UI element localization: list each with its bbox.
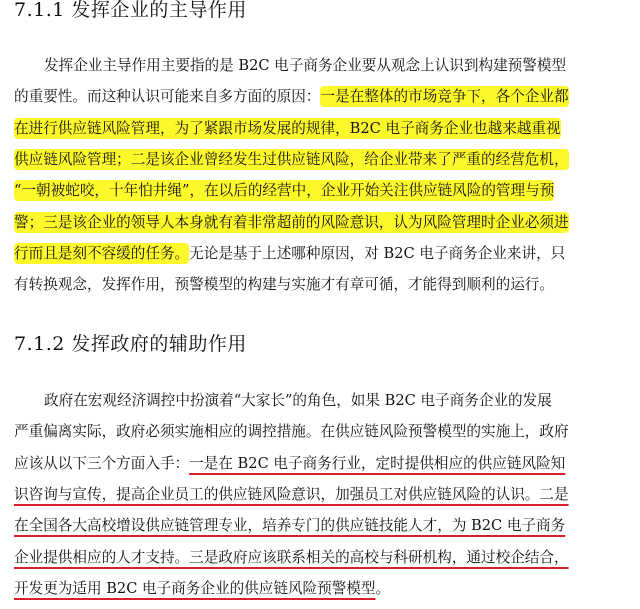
- body-text: 应该从以下三个方面入手：: [14, 454, 190, 472]
- underlined-text: 一是在 B2C 电子商务行业，定时提供相应的供应链风险知: [189, 454, 566, 472]
- paragraph-line: [14, 479, 628, 511]
- body-text: 有转换观念，发挥作用，预警模型的构建与实施才有章可循，才能得到顺利的运行。: [14, 276, 554, 294]
- highlighted-text: 警；三是该企业的领导人本身就有着非常超前的风险意识，认为风险管理时企业必须进: [14, 213, 569, 231]
- paragraph-line: [14, 416, 628, 448]
- paragraph-line: [14, 573, 628, 605]
- paragraph-line: [14, 448, 628, 480]
- paragraph-line: [14, 81, 628, 113]
- paragraph-line: [44, 50, 628, 82]
- highlighted-text: 一是在整体的市场竞争下，各个企业都: [320, 88, 569, 106]
- body-text: 严重偏离实际，政府必须实施相应的调控措施。在供应链风险预警模型的实施上，政府: [14, 423, 569, 441]
- paragraph-line: [14, 144, 628, 176]
- paragraph-line: [14, 542, 628, 574]
- underlined-text: 企业提供相应的人才支持。三是政府应该联系相关的高校与科研机构，通过校企结合，: [14, 548, 569, 566]
- paragraph-line: [14, 113, 628, 145]
- highlighted-text: “一朝被蛇咬，十年怕井绳”，在以后的经营中，企业开始关注供应链风险的管理与预: [14, 182, 555, 200]
- paragraph-line: [14, 207, 628, 239]
- section-heading: 7.1.1 发挥企业的主导作用: [14, 0, 247, 21]
- highlighted-text: 行而且是刻不容缓的任务。: [14, 244, 190, 262]
- body-text: 政府在宏观经济调控中扮演着“大家长”的角色，如果 B2C 电子商务企业的发展: [44, 392, 552, 409]
- highlighted-text: 供应链风险管理；二是该企业曾经发生过供应链风险，给企业带来了严重的经营危机，: [14, 150, 569, 168]
- section-heading: 7.1.2 发挥政府的辅助作用: [14, 333, 247, 355]
- paragraph-line: [14, 510, 628, 542]
- paragraph-line: [14, 238, 628, 270]
- highlighted-text: 在进行供应链风险管理，为了紧跟市场发展的规律，B2C 电子商务企业也越来越重视: [14, 119, 561, 137]
- underlined-text: 开发更为适用 B2C 电子商务企业的供应链风险预警模型: [14, 579, 376, 597]
- paragraph-line: [14, 269, 628, 301]
- body-text: 。: [375, 579, 391, 597]
- underlined-text: 识咨询与宣传，提高企业员工的供应链风险意识，加强员工对供应链风险的认识。二是: [14, 485, 569, 503]
- body-text: 发挥企业主导作用主要指的是 B2C 电子商务企业要从观念上认识到构建预警模型: [44, 57, 567, 74]
- underlined-text: 在全国各大高校增设供应链管理专业，培养专门的供应链技能人才，为 B2C 电子商务: [14, 517, 566, 535]
- paragraph-line: [44, 385, 628, 417]
- paragraph-line: [14, 175, 628, 207]
- body-text: 无论是基于上述哪种原因，对 B2C 电子商务企业来讲，只: [189, 244, 566, 262]
- body-text: 的重要性。而这种认识可能来自多方面的原因：: [14, 88, 321, 106]
